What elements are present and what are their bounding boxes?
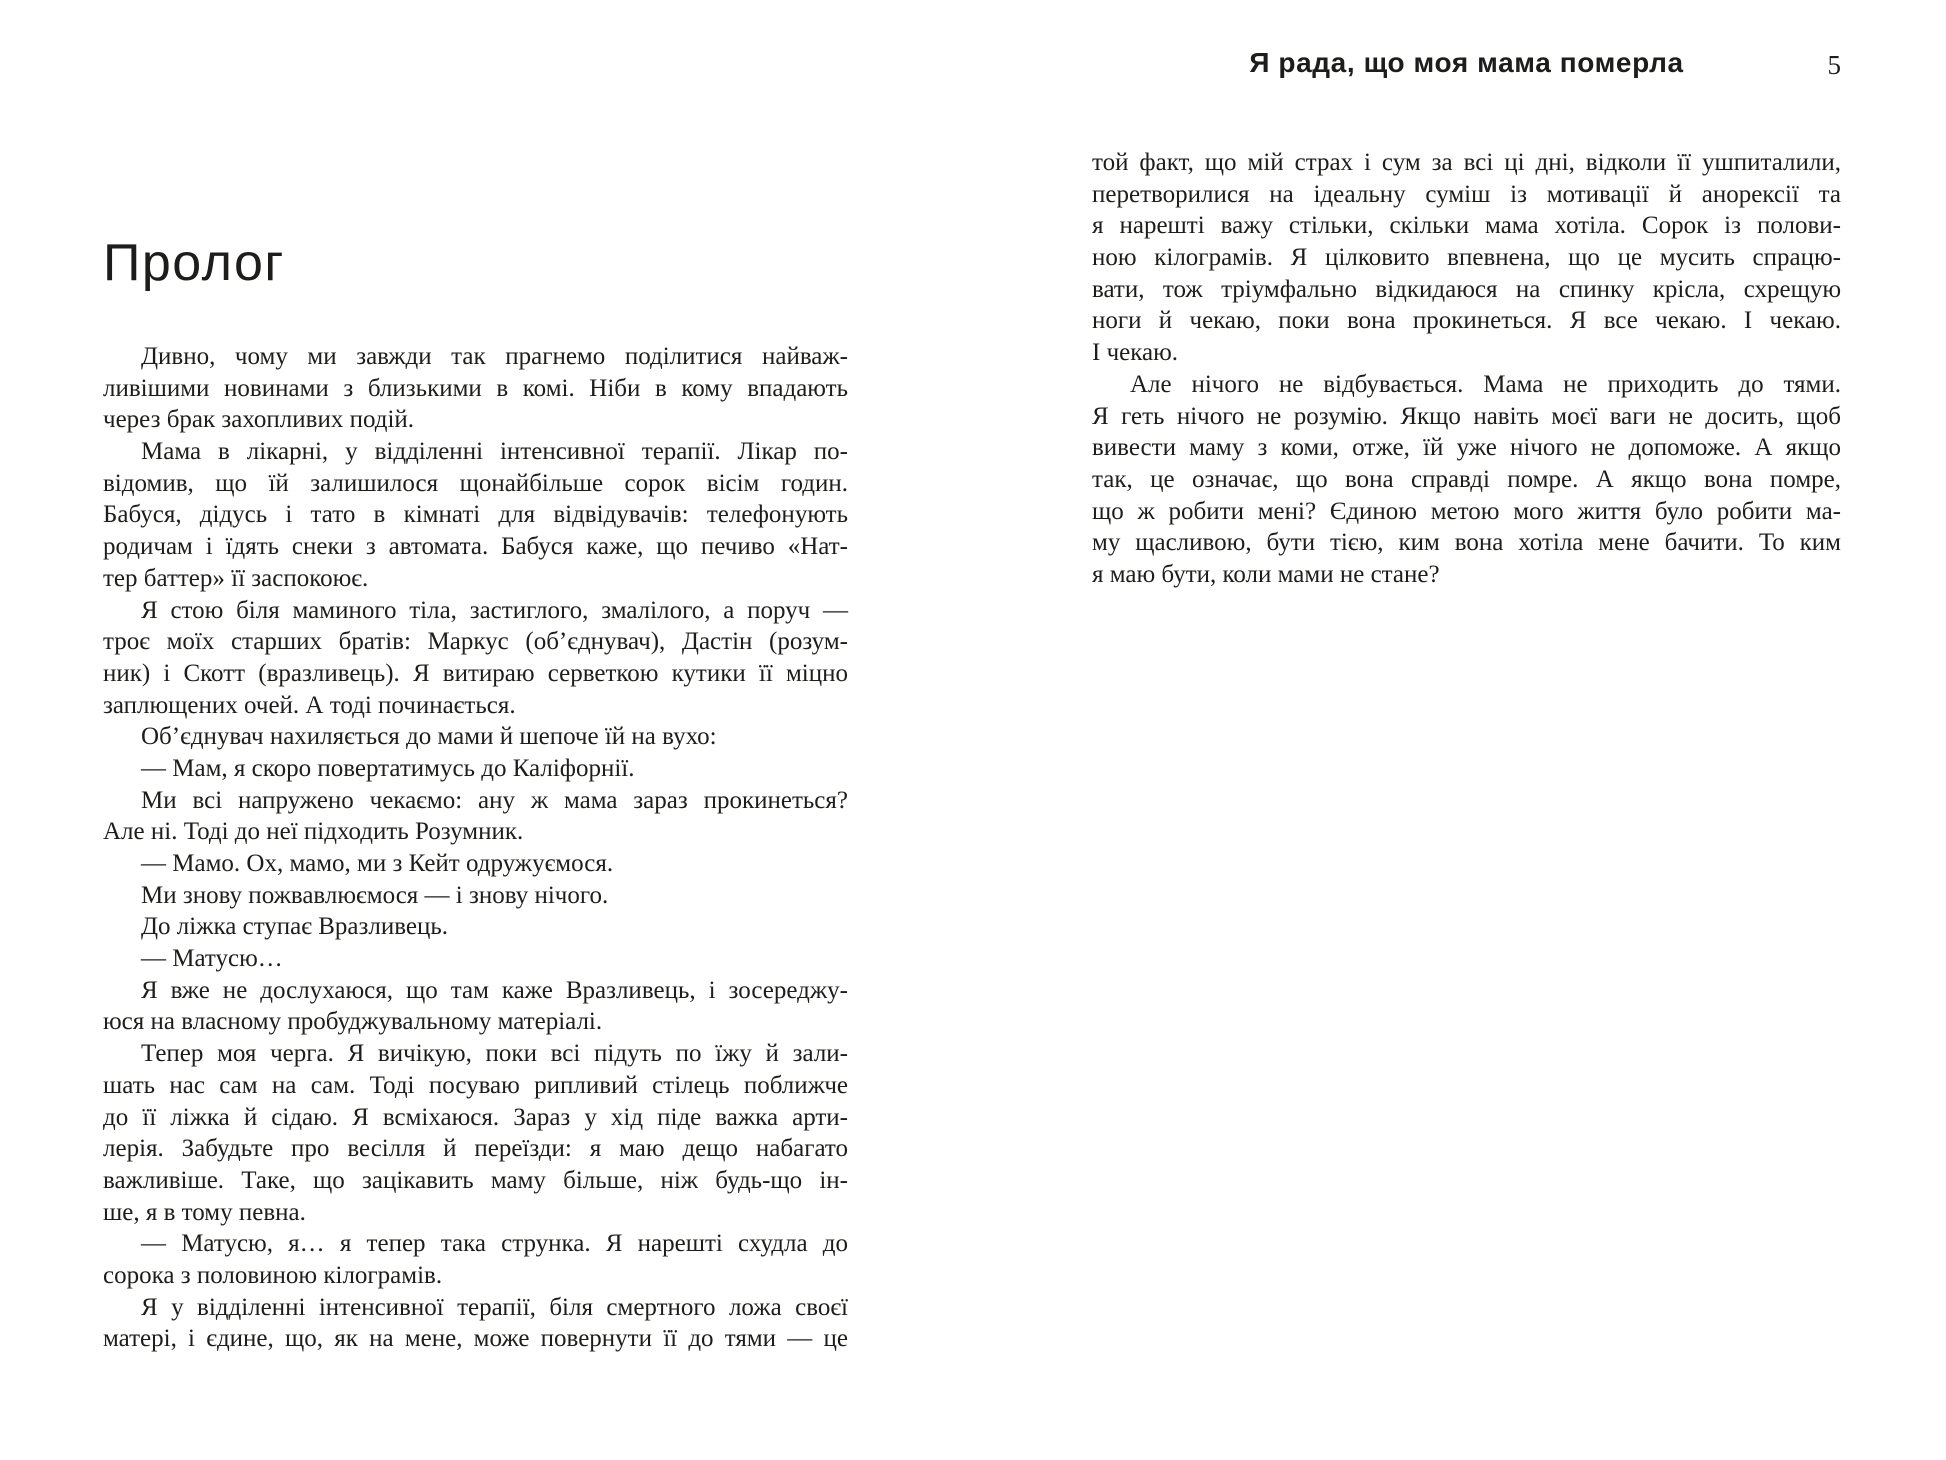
text-line: заплющених очей. А тоді починається. <box>103 691 516 719</box>
text-line: Але ні. Тоді до неї підходить Розумник. <box>103 818 524 846</box>
text-line: Але нічого не відбувається. Мама не приходить до тями. <box>1130 370 1841 398</box>
text-line: — Мамо. Ох, мамо, ми з Кейт одружуємося. <box>141 850 614 877</box>
text-line: До ліжка ступає Вразливець. <box>141 913 449 941</box>
text-line: Бабуся, дідусь і тато в кімнаті для відвідувачів: телефонують <box>103 501 848 529</box>
text-line: вати, тож тріумфально відкидаюся на спинку крісла, схрещую <box>1092 275 1841 303</box>
text-line: перетворилися на ідеальну суміш із мотивації й анорексії та <box>1092 180 1841 208</box>
text-line: відомив, що їй залишилося щонайбільше сорок вісім годин. <box>103 469 848 497</box>
text-line: матері, і єдине, що, як на мене, може повернути її до тями — це <box>103 1325 848 1353</box>
text-line: Об’єднувач нахиляється до мами й шепоче їй на вухо: <box>141 723 717 751</box>
text-line: Дивно, чому ми завжди так прагнемо поділитися найваж- <box>141 343 848 370</box>
text-line: той факт, що мій страх і сум за всі ці дні, відколи її ушпиталили, <box>1092 149 1841 176</box>
text-line: юся на власному пробуджувальному матеріалі. <box>103 1008 603 1036</box>
text-line: ше, я в тому певна. <box>103 1198 306 1226</box>
text-line: вивести маму з коми, отже, їй уже нічого не допоможе. А якщо <box>1092 434 1841 462</box>
text-line: так, це означає, що вона справді помре. А якщо вона помре, <box>1092 465 1841 493</box>
text-line: Я у відділенні інтенсивної терапії, біля смертного ложа своєї <box>141 1293 848 1321</box>
right-page <box>973 0 1946 1460</box>
text-line: Мама в лікарні, у відділенні інтенсивної терапії. Лікар по- <box>141 438 848 466</box>
chapter-heading: Пролог <box>103 234 285 292</box>
text-line: Ми всі напружено чекаємо: ану ж мама зараз прокинеться? <box>141 786 848 814</box>
text-line: І чекаю. <box>1092 339 1179 367</box>
text-line: Я стою біля маминого тіла, застиглого, змалілого, а поруч — <box>141 596 848 624</box>
text-line: Тепер моя черга. Я вичікую, поки всі підуть по їжу й зали- <box>141 1040 848 1068</box>
text-line: му щасливою, бути тією, ким вона хотіла мене бачити. То ким <box>1092 529 1841 557</box>
text-line: через брак захопливих подій. <box>103 406 415 434</box>
text-line: Ми знову пожвавлюємося — і знову нічого. <box>141 881 609 909</box>
text-line: я нарешті важу стільки, скільки мама хотіла. Сорок із полови- <box>1092 212 1841 240</box>
text-line: до її ліжка й сідаю. Я всміхаюся. Зараз у хід піде важка арти- <box>103 1103 848 1131</box>
text-line: важливіше. Таке, що зацікавить маму більше, ніж будь-що ін- <box>103 1166 848 1194</box>
text-line: ливішими новинами з близькими в комі. Ніби в кому впадають <box>103 374 848 402</box>
left-page-body <box>103 341 848 1355</box>
text-line: — Матусю, я… я тепер така струнка. Я нарешті схудла до <box>141 1230 848 1258</box>
text-line: тер баттер» її заспокоює. <box>103 564 369 592</box>
text-line: сорока з половиною кілограмів. <box>103 1261 443 1289</box>
text-line: родичам і їдять снеки з автомата. Бабуся каже, що печиво «Нат- <box>103 533 848 561</box>
right-page-body <box>1092 147 1841 591</box>
text-line: шать нас сам на сам. Тоді посуваю рипливий стілець поближче <box>103 1071 848 1099</box>
text-line: ник) і Скотт (вразливець). Я витираю серветкою кутики її міцно <box>103 659 848 687</box>
text-line: — Мам, я скоро повертатимусь до Каліфорнії. <box>141 754 635 782</box>
page-number: 5 <box>1827 50 1841 80</box>
text-line: що ж робити мені? Єдиною метою мого життя було робити ма- <box>1092 497 1841 525</box>
text-line: ноги й чекаю, поки вона прокинеться. Я все чекаю. І чекаю. <box>1092 307 1841 335</box>
text-line: — Матусю… <box>141 945 283 973</box>
text-line: Я вже не дослухаюся, що там каже Вразливець, і зосереджу- <box>141 976 848 1004</box>
text-line: ною кілограмів. Я цілковито впевнена, що це мусить спрацю- <box>1092 244 1841 272</box>
text-line: троє моїх старших братів: Маркус (об’єднувач), Дастін (розум- <box>103 628 848 656</box>
running-head: Я рада, що моя мама померла <box>1249 47 1684 78</box>
text-line: Я геть нічого не розумію. Якщо навіть моєї ваги не досить, щоб <box>1092 402 1841 430</box>
text-line: лерія. Забудьте про весілля й переїзди: я маю дещо набагато <box>103 1135 848 1163</box>
text-line: я маю бути, коли мами не стане? <box>1092 560 1440 588</box>
